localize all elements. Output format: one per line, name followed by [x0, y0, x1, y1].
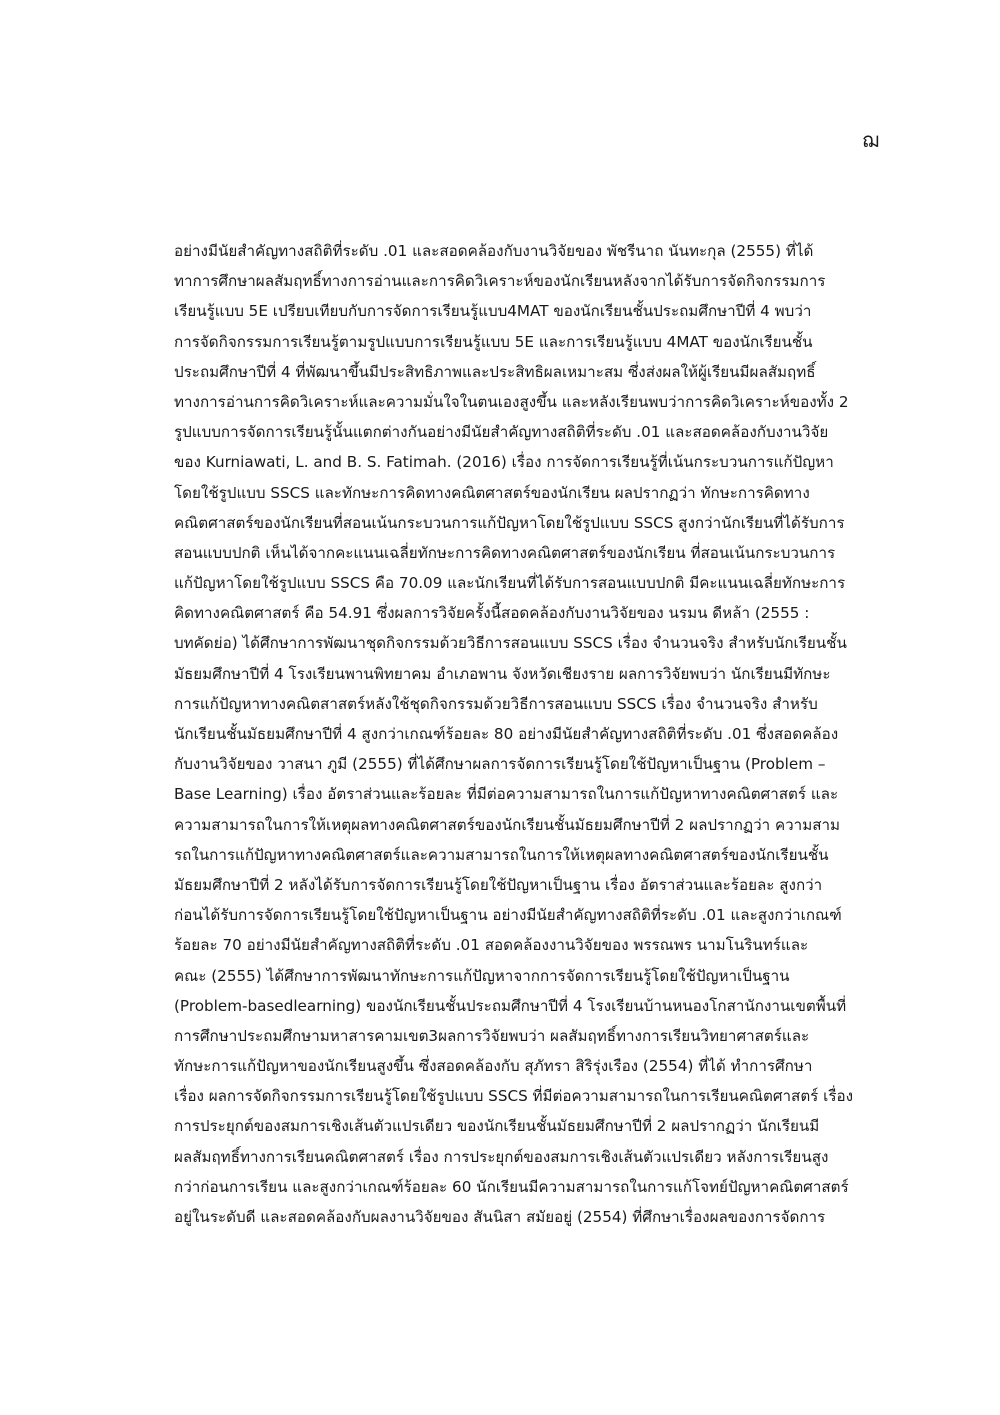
text-line: ก่อนได้รับการจัดการเรียนรู้โดยใช้ปัญหาเป็นฐาน อย่างมีนัยสำคัญทางสถิติที่ระดับ .01 และสูงกว่าเกณฑ์	[174, 906, 842, 925]
text-line: เรื่อง ผลการจัดกิจกรรมการเรียนรู้โดยใช้รูปแบบ SSCS ที่มีต่อความสามารถในการเรียนคณิตศาสตร์ เรื่อง	[174, 1087, 854, 1106]
text-line: อยู่ในระดับดี และสอดคล้องกับผลงานวิจัยของ สันนิสา สมัยอยู่ (2554) ที่ศึกษาเรื่องผลของการจัดการ	[174, 1208, 826, 1226]
text-line: ผลสัมฤทธิ์ทางการเรียนคณิตศาสตร์ เรื่อง การประยุกต์ของสมการเชิงเส้นตัวแปรเดียว หลังการเรียนสูง	[174, 1147, 829, 1166]
text-line: รูปแบบการจัดการเรียนรู้นั้นแตกต่างกันอย่างมีนัยสำคัญทางสถิติที่ระดับ .01 และสอดคล้องกับงานวิจัย	[174, 423, 829, 442]
text-line: ความสามารถในการให้เหตุผลทางคณิตศาสตร์ของนักเรียนชั้นมัธยมศึกษาปีที่ 2 ผลปรากฏว่า ความสาม	[174, 815, 841, 834]
text-line: ของ Kurniawati, L. and B. S. Fatimah. (2016) เรื่อง การจัดการเรียนรู้ที่เน้นกระบวนการแก้ปัญหา	[174, 453, 834, 472]
text-line: รถในการแก้ปัญหาทางคณิตศาสตร์และความสามารถในการให้เหตุผลทางคณิตศาสตร์ของนักเรียนชั้น	[174, 845, 829, 864]
text-line: การประยุกต์ของสมการเชิงเส้นตัวแปรเดียว ของนักเรียนชั้นมัธยมศึกษาปีที่ 2 ผลปรากฏว่า นักเรียนมี	[174, 1117, 820, 1136]
text-line: ร้อยละ 70 อย่างมีนัยสำคัญทางสถิติที่ระดับ .01 สอดคล้องงานวิจัยของ พรรณพร นามโนรินทร์และ	[174, 936, 809, 955]
text-line: บทคัดย่อ) ได้ศึกษาการพัฒนาชุดกิจกรรมด้วยวิธีการสอนแบบ SSCS เรื่อง จำนวนจริง สำหรับนักเรียนชั้น	[174, 634, 847, 653]
text-line: โดยใช้รูปแบบ SSCS และทักษะการคิดทางคณิตศาสตร์ของนักเรียน ผลปรากฏว่า ทักษะการคิดทาง	[174, 483, 810, 502]
text-line: อย่างมีนัยสำคัญทางสถิติที่ระดับ .01 และสอดคล้องกับงานวิจัยของ พัชรีนาถ นันทะกุล (2555) ที่ได้	[174, 242, 814, 260]
text-line: ทาการศึกษาผลสัมฤทธิ์ทางการอ่านและการคิดวิเคราะห์ของนักเรียนหลังจากได้รับการจัดกิจกรรมการ	[174, 272, 826, 291]
text-line: สอนแบบปกติ เห็นได้จากคะแนนเฉลี่ยทักษะการคิดทางคณิตศาสตร์ของนักเรียน ที่สอนเน้นกระบวนการ	[174, 543, 836, 562]
text-line: คณิตศาสตร์ของนักเรียนที่สอนเน้นกระบวนการแก้ปัญหาโดยใช้รูปแบบ SSCS สูงกว่านักเรียนที่ได้รับการ	[174, 513, 845, 532]
text-line: การจัดกิจกรรมการเรียนรู้ตามรูปแบบการเรียนรู้แบบ 5E และการเรียนรู้แบบ 4MAT ของนักเรียนชั้น	[174, 332, 813, 351]
body-paragraph	[174, 236, 894, 1232]
text-line: ทางการอ่านการคิดวิเคราะห์และความมั่นใจในตนเองสูงขึ้น และหลังเรียนพบว่าการคิดวิเคราะห์ของทั้ง 2	[174, 392, 849, 411]
text-line: การแก้ปัญหาทางคณิตสาสตร์หลังใช้ชุดกิจกรรมด้วยวิธีการสอนแบบ SSCS เรื่อง จำนวนจริง สำหรับ	[174, 694, 818, 713]
text-line: ประถมศึกษาปีที่ 4 ที่พัฒนาขึ้นมีประสิทธิภาพและประสิทธิผลเหมาะสม ซึ่งส่งผลให้ผู้เรียนมีผลสัมฤทธิ์	[174, 362, 816, 381]
text-line: กับงานวิจัยของ วาสนา ภูมี (2555) ที่ได้ศึกษาผลการจัดการเรียนรู้โดยใช้ปัญหาเป็นฐาน (Problem –	[174, 755, 826, 774]
text-line: มัธยมศึกษาปีที่ 2 หลังได้รับการจัดการเรียนรู้โดยใช้ปัญหาเป็นฐาน เรื่อง อัตราส่วนและร้อยละ สูงกว่า	[174, 875, 823, 894]
page-number: ฌ	[862, 128, 880, 152]
text-line: นักเรียนชั้นมัธยมศึกษาปีที่ 4 สูงกว่าเกณฑ์ร้อยละ 80 อย่างมีนัยสำคัญทางสถิติที่ระดับ .01 ซึ่งสอดคล้อง	[174, 725, 839, 743]
text-line: Base Learning) เรื่อง อัตราส่วนและร้อยละ ที่มีต่อความสามารถในการแก้ปัญหาทางคณิตศาสตร์ และ	[174, 785, 839, 804]
text-line: แก้ปัญหาโดยใช้รูปแบบ SSCS คือ 70.09 และนักเรียนที่ได้รับการสอนแบบปกติ มีคะแนนเฉลี่ยทักษะการ	[174, 574, 846, 593]
text-line: คณะ (2555) ได้ศึกษาการพัฒนาทักษะการแก้ปัญหาจากการจัดการเรียนรู้โดยใช้ปัญหาเป็นฐาน	[174, 966, 790, 985]
text-line: การศึกษาประถมศึกษามหาสารคามเขต3ผลการวิจัยพบว่า ผลสัมฤทธิ์ทางการเรียนวิทยาศาสตร์และ	[174, 1026, 810, 1045]
text-line: (Problem-basedlearning) ของนักเรียนชั้นประถมศึกษาปีที่ 4 โรงเรียนบ้านหนองโกสานักงานเขตพื้นที่	[174, 996, 847, 1015]
text-line: กว่าก่อนการเรียน และสูงกว่าเกณฑ์ร้อยละ 60 นักเรียนมีความสามารถในการแก้โจทย์ปัญหาคณิตศาสตร์	[174, 1177, 849, 1196]
text-line: ทักษะการแก้ปัญหาของนักเรียนสูงขึ้น ซึ่งสอดคล้องกับ สุภัทรา สิริรุ่งเรือง (2554) ที่ได้ ทำการศึกษา	[174, 1057, 813, 1076]
text-line: เรียนรู้แบบ 5E เปรียบเทียบกับการจัดการเรียนรู้แบบ4MAT ของนักเรียนชั้นประถมศึกษาปีที่ 4 พบว่า	[174, 302, 812, 321]
text-line: คิดทางคณิตศาสตร์ คือ 54.91 ซึ่งผลการวิจัยครั้งนี้สอดคล้องกับงานวิจัยของ นรมน ดีหล้า (2555 :	[174, 604, 810, 623]
text-line: มัธยมศึกษาปีที่ 4 โรงเรียนพานพิทยาคม อำเภอพาน จังหวัดเชียงราย ผลการวิจัยพบว่า นักเรียนมีทักษะ	[174, 664, 831, 683]
